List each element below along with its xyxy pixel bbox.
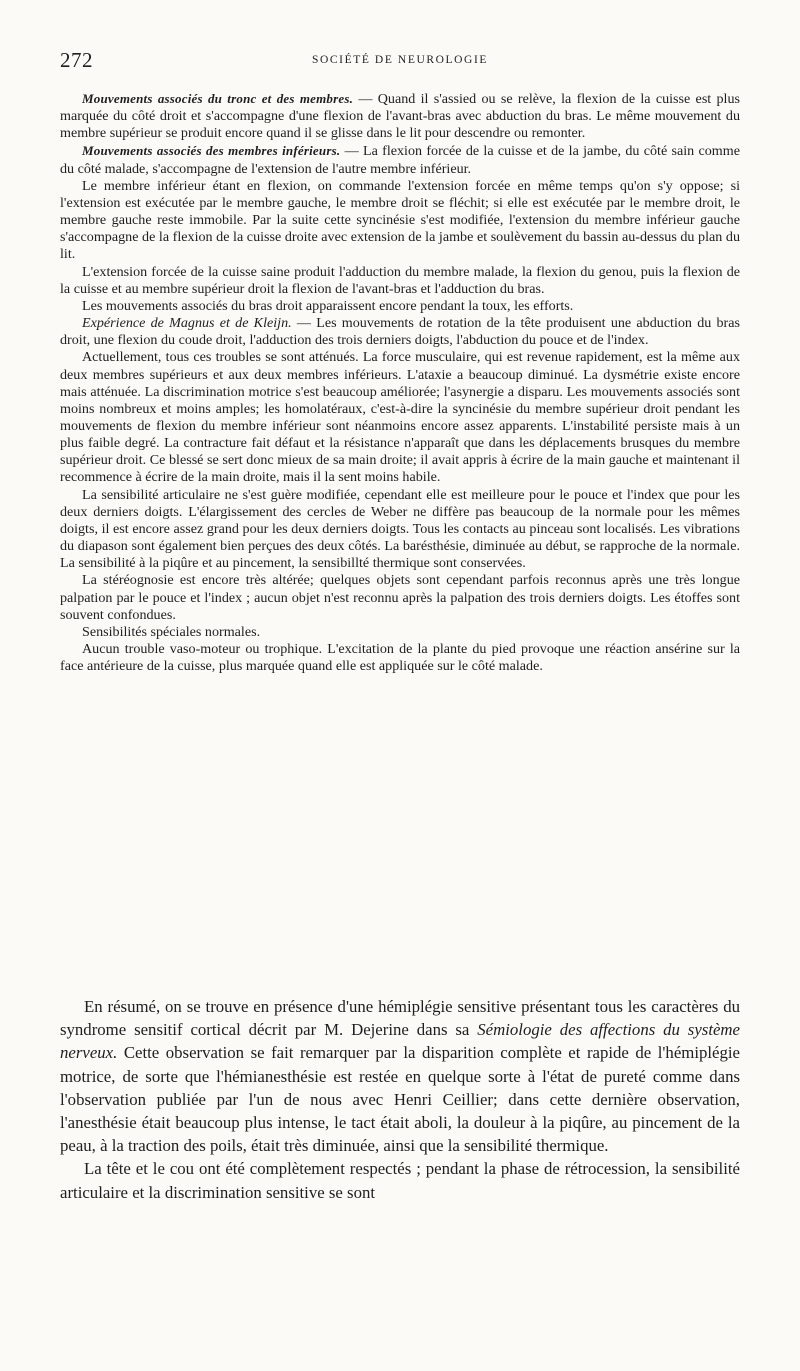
paragraph (60, 298, 740, 315)
section-lead: Expérience de Magnus et de Kleijn. (82, 315, 292, 332)
paragraph-text: La stéréognosie est encore très altérée; quelques objets sont cependant parfois reconnus après une très longue palpation par le pouce et l'index ; aucun objet n'est reconnu après la palpation des trois derniers doigts. Les étoffes sont souvent confondues. (60, 572, 740, 623)
paragraph (60, 315, 740, 349)
paragraph-text: La sensibilité articulaire ne s'est guère modifiée, cependant elle est meilleure pour le pouce et l'index que pour les deux derniers doigts. L'élargissement des cercles de Weber ne diffère pas beaucoup de la normale pour les mêmes doigts, il est encore assez grand pour les deux derniers doigts. Tous les contacts au pinceau sont localisés. Les vibrations du diapason sont également bien perçues des deux côtés. La barésthésie, diminuée au début, se rapproche de la normale. La sensibilité à la piqûre et au pincement, la sensibillté thermique sont conservées. (60, 486, 740, 572)
paragraph-text: — La flexion forcée de la cuisse et de la jambe, du côté sain comme du côté malade, s'accompagne de l'extension de l'autre membre inférieur. (60, 143, 740, 177)
paragraph (60, 264, 740, 298)
section-lead: Mouvements associés des membres inférieurs. (82, 143, 341, 159)
paragraph-text: — Quand il s'assied ou se relève, la flexion de la cuisse est plus marquée du côté droit et s'accompagne d'une flexion de l'avant-bras avec abduction du bras. Le même mouvement du membre supérieur se produit encore quand il se glisse dans le lit pour descendre ou remonter. (60, 91, 740, 142)
paragraph-text: — Les mouvements de rotation de la tête produisent une abduction du bras droit, une flexion du coude droit, l'adduction des trois derniers doigts, l'abduction du pouce et de l'index. (60, 315, 740, 349)
paragraph (60, 178, 740, 264)
paragraph-text: Cette observation se fait remarquer par la disparition complète et rapide de l'hémiplégie motrice, de sorte que l'hémianesthésie est restée en quelque sorte à l'état de pureté comme dans l'observation publiée par l'un de nous avec Henri Ceillier; dans cette dernière observation, l'anesthésie était beaucoup plus intense, le tact était aboli, la douleur à la piqûre, au pincement de la peau, à la traction des poils, était très diminuée, ainsi que la sensibilité thermique. (60, 1043, 740, 1156)
paragraph-text: Sensibilités spéciales normales. (82, 623, 261, 640)
paragraph-text: Aucun trouble vaso-moteur ou trophique. L'excitation de la plante du pied provoque une réaction ansérine sur la face antérieure de la cuisse, plus marquée quand elle est appliquée sur le côté malade. (60, 641, 740, 675)
book-title: Sémiologie des affections du système nerveux. (60, 1020, 740, 1063)
paragraph (60, 624, 740, 641)
page-number: 272 (60, 48, 93, 72)
paragraph (60, 349, 740, 486)
paragraph (60, 995, 740, 1157)
paragraph-text: Actuellement, tous ces troubles se sont atténués. La force musculaire, qui est revenue rapidement, est la même aux deux membres supérieurs et aux deux membres inférieurs. L'ataxie a beaucoup diminué. La dysmétrie existe encore mais atténuée. La discrimination motrice s'est beaucoup améliorée; l'asynergie a disparu. Les mouvements associés sont moins nombreux et moins amples; les homolatéraux, c'est-à-dire la syncinésie du membre supérieur droit pendant les mouvements de flexion du membre inférieur sont néanmoins encore assez apparents. L'instabilité persiste mais à un plus faible degré. La contracture fait défaut et la résistance n'apparaît que dans les déplacements brusques du membre supérieur droit. Ce blessé se sert donc mieux de sa main droite; il avait appris à écrire de la main gauche et maintenant il recommence à écrire de la main droite, mais il la sent moins habile. (60, 349, 740, 486)
observation-notes (60, 90, 740, 675)
section-lead: Mouvements associés du tronc et des membres. (82, 91, 354, 106)
running-head: SOCIÉTÉ DE NEUROLOGIE (311, 54, 489, 66)
paragraph (60, 142, 740, 177)
paragraph-text: L'extension forcée de la cuisse saine produit l'adduction du membre malade, la flexion du genou, puis la flexion de la cuisse et au membre supérieur droit la flexion de l'avant-bras et l'adduction du bras. (60, 263, 740, 297)
paragraph (60, 1157, 740, 1203)
paragraph-text: La tête et le cou ont été complètement respectés ; pendant la phase de rétrocession, la sensibilité articulaire et la discrimination sensitive se sont (60, 1159, 740, 1202)
paragraph (60, 487, 740, 573)
paragraph-text: En résumé, on se trouve en présence d'une hémiplégie sensitive présentant tous les caractères du syndrome sensitif cortical décrit par M. Dejerine dans sa (60, 997, 740, 1040)
paragraph-text: Les mouvements associés du bras droit apparaissent encore pendant la toux, les efforts. (82, 297, 574, 314)
paragraph-text: Le membre inférieur étant en flexion, on commande l'extension forcée en même temps qu'on s'y oppose; si l'extension est exécutée par le membre gauche, le membre droit se fléchit; si elle est exécutée par le membre droit, le membre gauche reste immobile. Par la suite cette syncinésie s'est modifiée, l'extension du membre inférieur gauche s'accompagne de la flexion de la cuisse droite avec extension de la jambe et soulèvement du bassin au-dessus du plan du lit. (60, 177, 740, 263)
paragraph (60, 572, 740, 623)
page-header (60, 48, 740, 76)
summary-section (60, 995, 740, 1204)
paragraph (60, 90, 740, 142)
paragraph (60, 641, 740, 675)
